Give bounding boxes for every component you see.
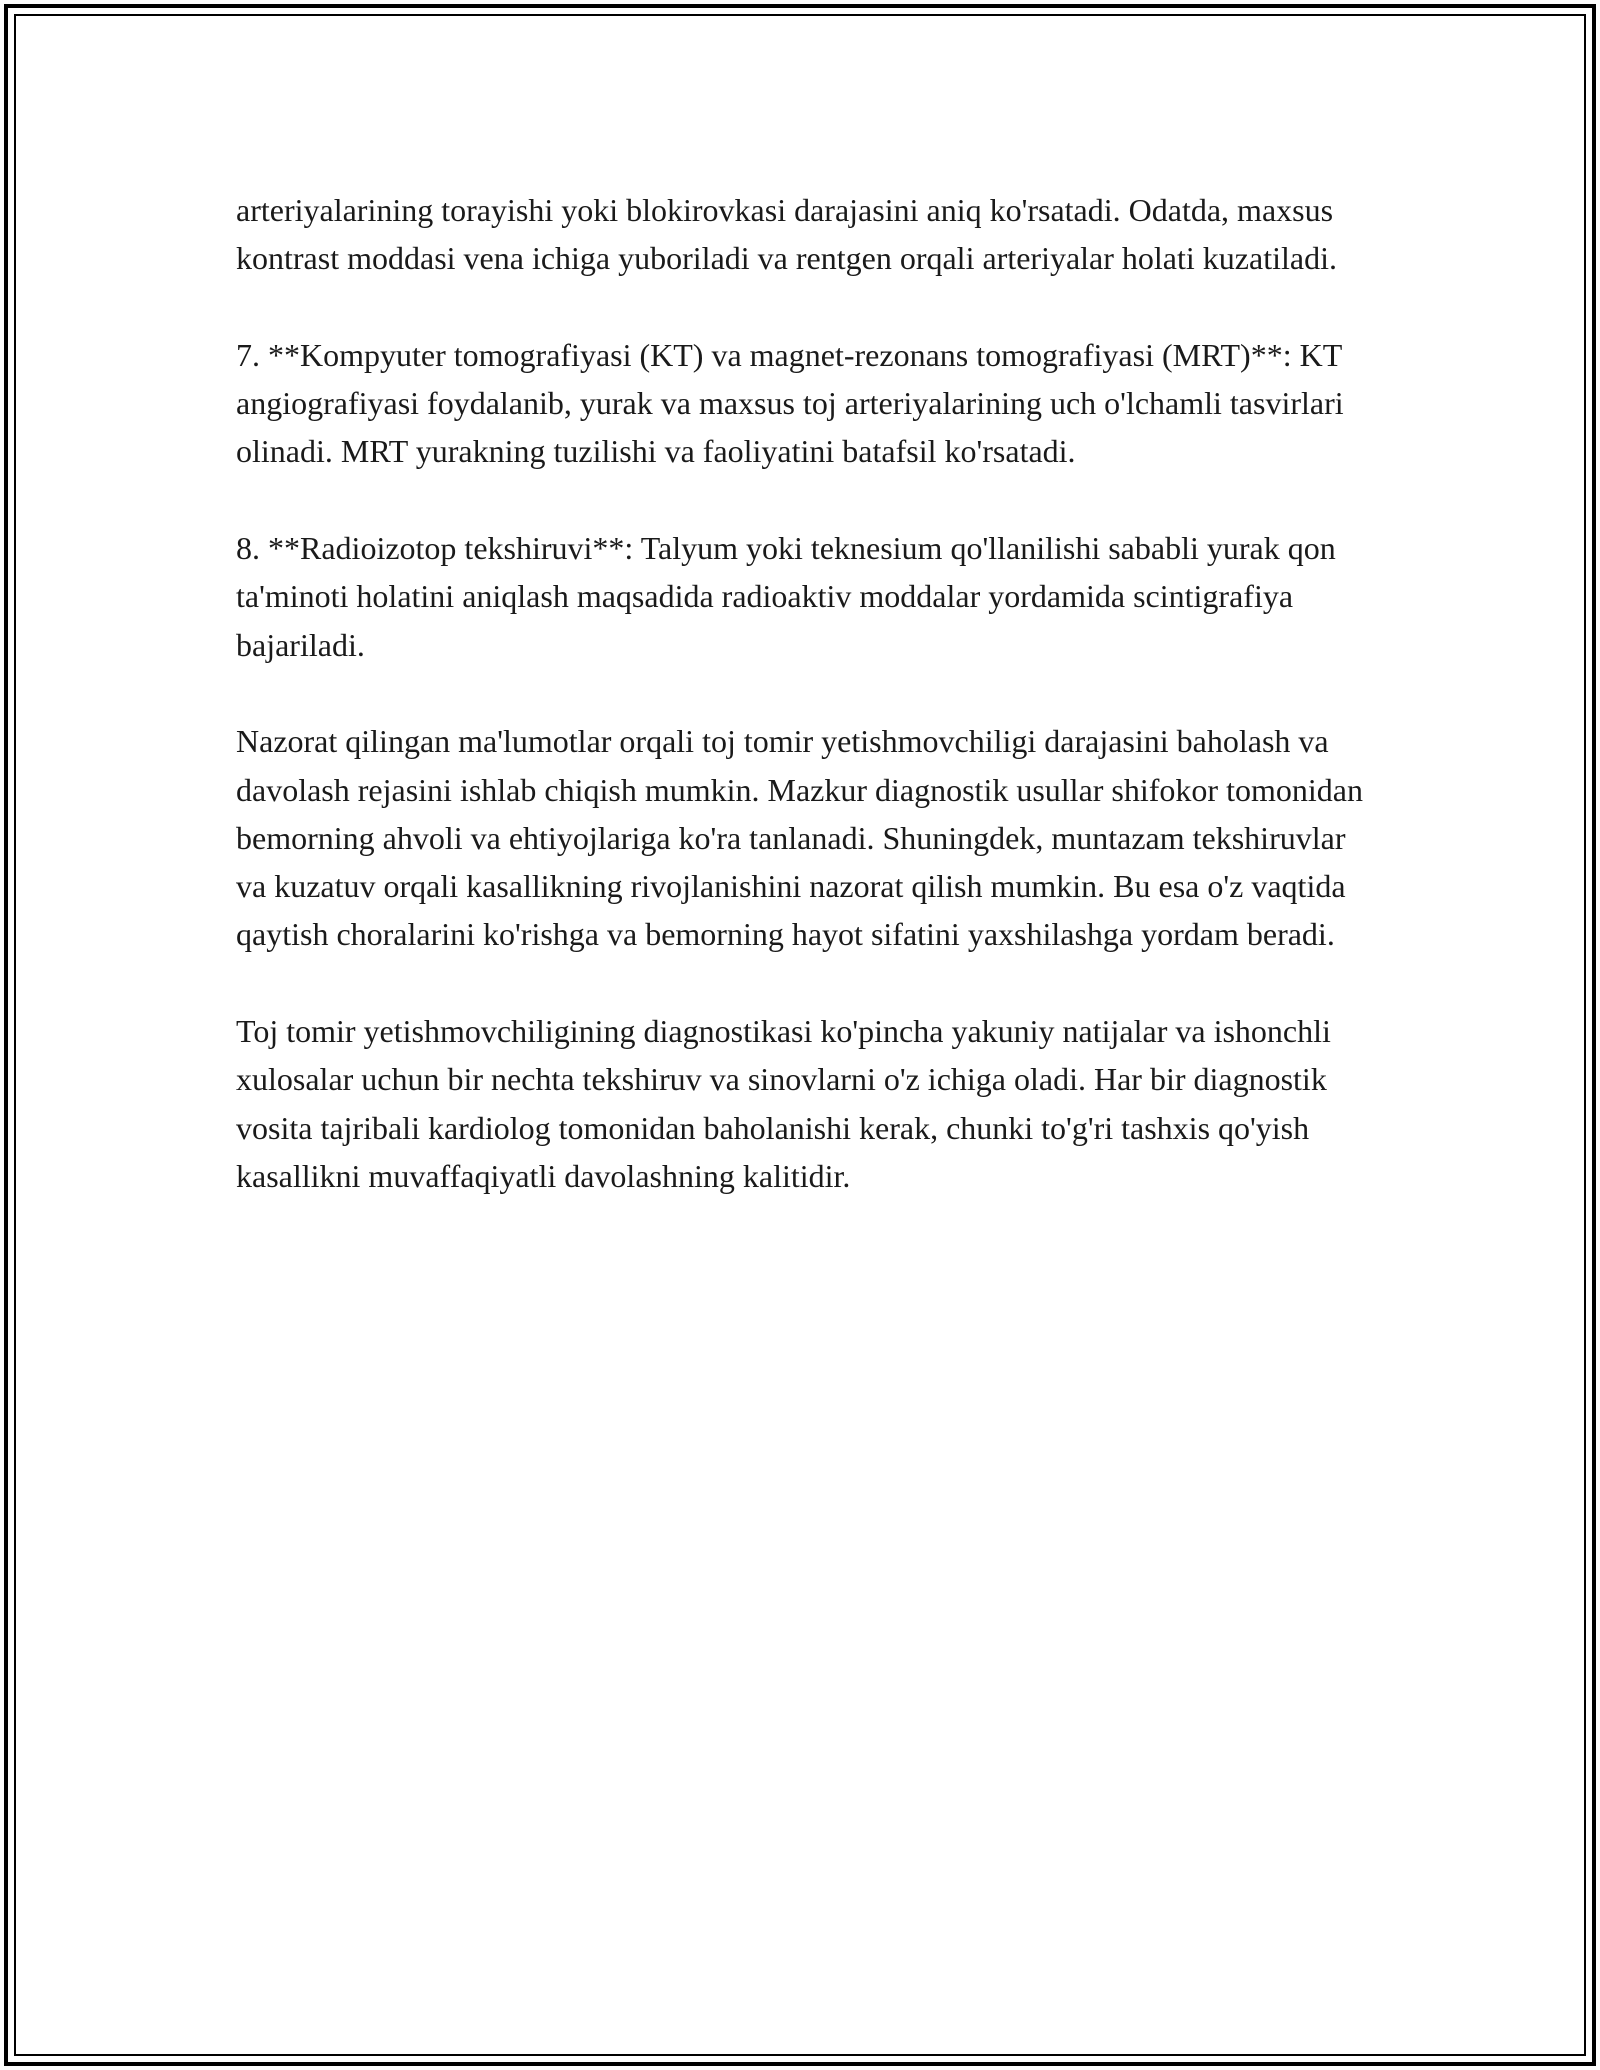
paragraph-monitoring: Nazorat qilingan ma'lumotlar orqali toj tomir yetishmovchiligi darajasini baholash va davolash rejasini ishlab chiqish mumkin. Mazkur diagnostik usullar shifokor tomonidan bemorning ahvoli va ehtiyojlariga ko'ra tanlanadi. Shuningdek, muntazam tekshiruvlar va kuzatuv orqali kasallikning rivojlanishini nazorat qilish mumkin. Bu esa o'z vaqtida qaytish choralarini ko'rishga va bemorning hayot sifatini yaxshilashga yordam beradi. (236, 723, 1363, 953)
paragraph-conclusion: Toj tomir yetishmovchiligining diagnostikasi ko'pincha yakuniy natijalar va ishonchli xulosalar uchun bir nechta tekshiruv va sinovlarni o'z ichiga oladi. Har bir diagnostik vosita tajribali kardiolog tomonidan baholanishi kerak, chunki to'g'ri tashxis qo'yish kasallikni muvaffaqiyatli davolashning kalitidir. (236, 1013, 1331, 1194)
paragraph-radioisotope: 8. **Radioizotop tekshiruvi**: Talyum yoki teknesium qo'llanilishi sababli yurak qon ta'minoti holatini aniqlash maqsadida radioaktiv moddalar yordamida scintigrafiya bajariladi. (236, 530, 1336, 663)
paragraph-kt-mrt: 7. **Kompyuter tomografiyasi (KT) va magnet-rezonans tomografiyasi (MRT)**: KT angiografiyasi foydalanib, yurak va maxsus toj arteriyalarining uch o'lchamli tasvirlari olinadi. MRT yurakning tuzilishi va faoliyatini batafsil ko'rsatadi. (236, 336, 1344, 470)
paragraph-angiography-continuation: arteriyalarining torayishi yoki blokirovkasi darajasini aniq ko'rsatadi. Odatda, maxsus kontrast moddasi vena ichiga yuboriladi va rentgen orqali arteriyalar holati kuzatiladi. (236, 192, 1337, 277)
document-body (236, 186, 1376, 1249)
